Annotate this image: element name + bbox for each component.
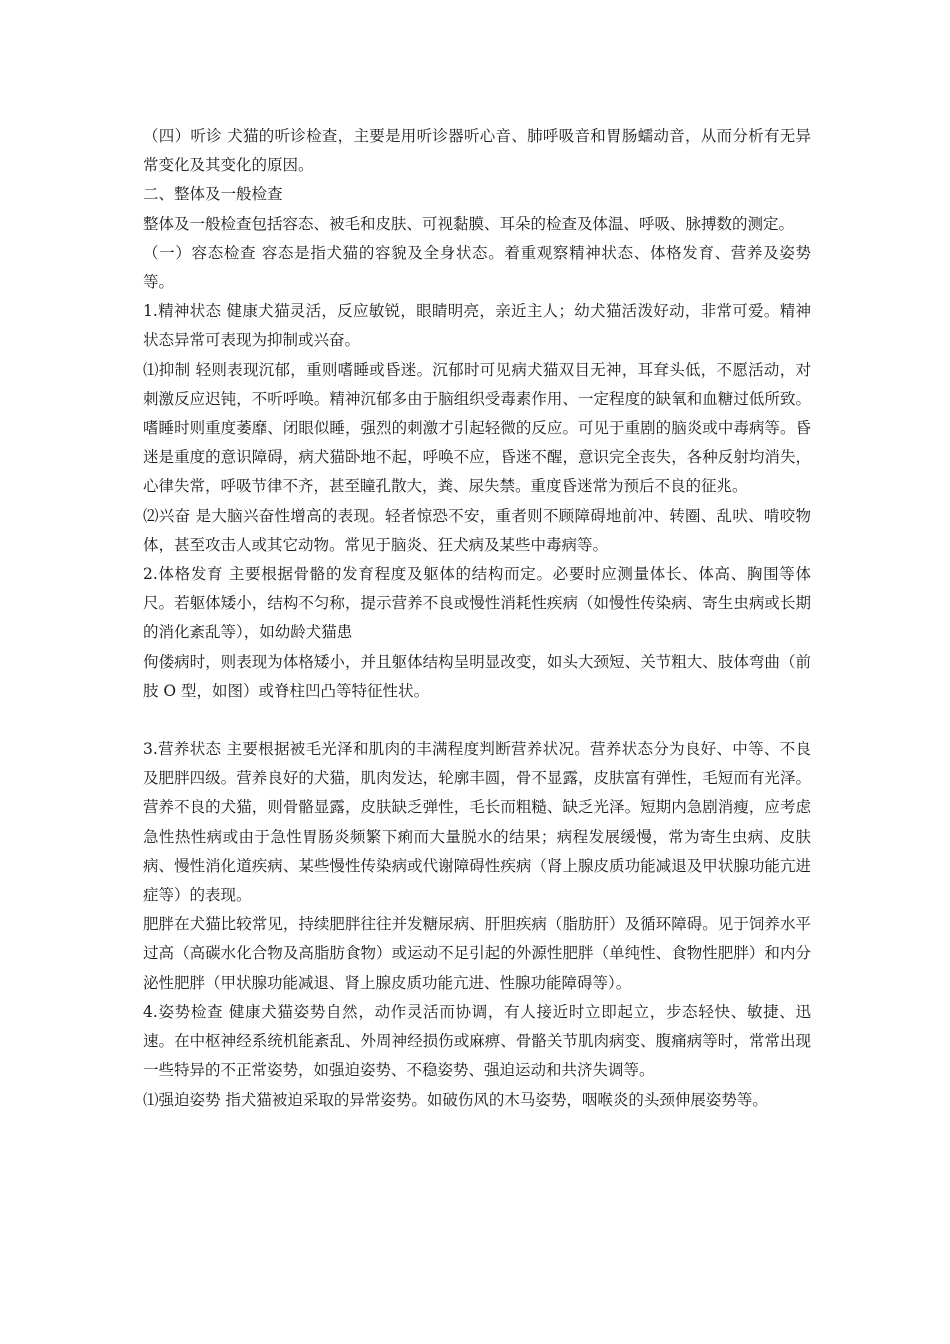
paragraph-appearance-exam: （一）容态检查 容态是指犬猫的容貌及全身状态。着重观察精神状态、体格发育、营养及姿势等。 [143, 243, 811, 292]
paragraph-excitement: ⑵兴奋 是大脑兴奋性增高的表现。轻者惊恐不安，重者则不顾障碍地前冲、转圈、乱吠、啃咬物体，甚至攻击人或其它动物。常见于脑炎、狂犬病及某些中毒病等。 [143, 506, 811, 554]
paragraph-auscultation: （四）听诊 犬猫的听诊检查，主要是用听诊器听心音、肺呼吸音和胃肠蠕动音，从而分析有无异常变化及其变化的原因。 [143, 127, 811, 175]
paragraph-depression: ⑴抑制 轻则表现沉郁，重则嗜睡或昏迷。沉郁时可见病犬猫双目无神，耳耷头低，不愿活动，对刺激反应迟钝，不听呼唤。精神沉郁多由于脑组织受毒素作用、一定程度的缺氧和血糖过低所致。嗜睡时则重度萎靡、闭眼似睡，强烈的刺激才引起轻微的反应。可见于重剧的脑炎或中毒病等。昏迷是重度的意识障碍，病犬猫卧地不起，呼唤不应，昏迷不醒，意识完全丧失，各种反射均消失，心律失常，呼吸节律不齐，甚至瞳孔散大，粪、尿失禁。重度昏迷常为预后不良的征兆。 [143, 360, 811, 496]
paragraph-forced-posture: ⑴强迫姿势 指犬猫被迫采取的异常姿势。如破伤风的木马姿势，咽喉炎的头颈伸展姿势等。 [143, 1090, 768, 1109]
paragraph-mental-state: 1.精神状态 健康犬猫灵活，反应敏锐，眼睛明亮，亲近主人；幼犬猫活泼好动，非常可爱。精神状态异常可表现为抑制或兴奋。 [143, 302, 811, 350]
paragraph-nutrition-state: 3.营养状态 主要根据被毛光泽和肌肉的丰满程度判断营养状况。营养状态分为良好、中等、不良及肥胖四级。营养良好的犬猫，肌肉发达，轮廓丰圆，骨不显露，皮肤富有弹性，毛短而有光泽。营养不良的犬猫，则骨骼显露，皮肤缺乏弹性，毛长而粗糙、缺乏光泽。短期内急剧消瘦，应考虑急性热性病或由于急性胃肠炎频繁下痢而大量脱水的结果；病程发展缓慢，常为寄生虫病、皮肤病、慢性消化道疾病、某些慢性传染病或代谢障碍性疾病（肾上腺皮质功能减退及甲状腺功能亢进症等）的表现。 [143, 740, 811, 905]
paragraph-posture-exam: 4.姿势检查 健康犬猫姿势自然，动作灵活而协调，有人接近时立即起立，步态轻快、敏捷、迅速。在中枢神经系统机能紊乱、外周神经损伤或麻痹、骨骼关节肌肉病变、腹痛病等时，常常出现一些特异的不正常姿势，如强迫姿势、不稳姿势、强迫运动和共济失调等。 [143, 1002, 811, 1080]
paragraph-body-development: 2.体格发育 主要根据骨骼的发育程度及躯体的结构而定。必要时应测量体长、体高、胸围等体尺。若躯体矮小，结构不匀称，提示营养不良或慢性消耗性疾病（如慢性传染病、寄生虫病或长期的消化紊乱等），如幼龄犬猫患 [143, 565, 811, 642]
paragraph-general-exam-intro: 整体及一般检查包括容态、被毛和皮肤、可视黏膜、耳朵的检查及体温、呼吸、脉搏数的测定。 [143, 214, 795, 233]
section-heading-general-exam: 二、整体及一般检查 [143, 185, 283, 204]
document-body [143, 122, 811, 1115]
paragraph-obesity: 肥胖在犬猫比较常见，持续肥胖往往并发糖尿病、肝胆疾病（脂肪肝）及循环障碍。见于饲养水平过高（高碳水化合物及高脂肪食物）或运动不足引起的外源性肥胖（单纯性、食物性肥胖）和内分泌性肥胖（甲状腺功能减退、肾上腺皮质功能亢进、性腺功能障碍等）。 [143, 915, 811, 992]
paragraph-rickets: 佝偻病时，则表现为体格矮小，并且躯体结构呈明显改变，如头大颈短、关节粗大、肢体弯曲（前肢 O 型，如图）或脊柱凹凸等特征性状。 [143, 652, 811, 700]
blank-line [143, 706, 811, 735]
